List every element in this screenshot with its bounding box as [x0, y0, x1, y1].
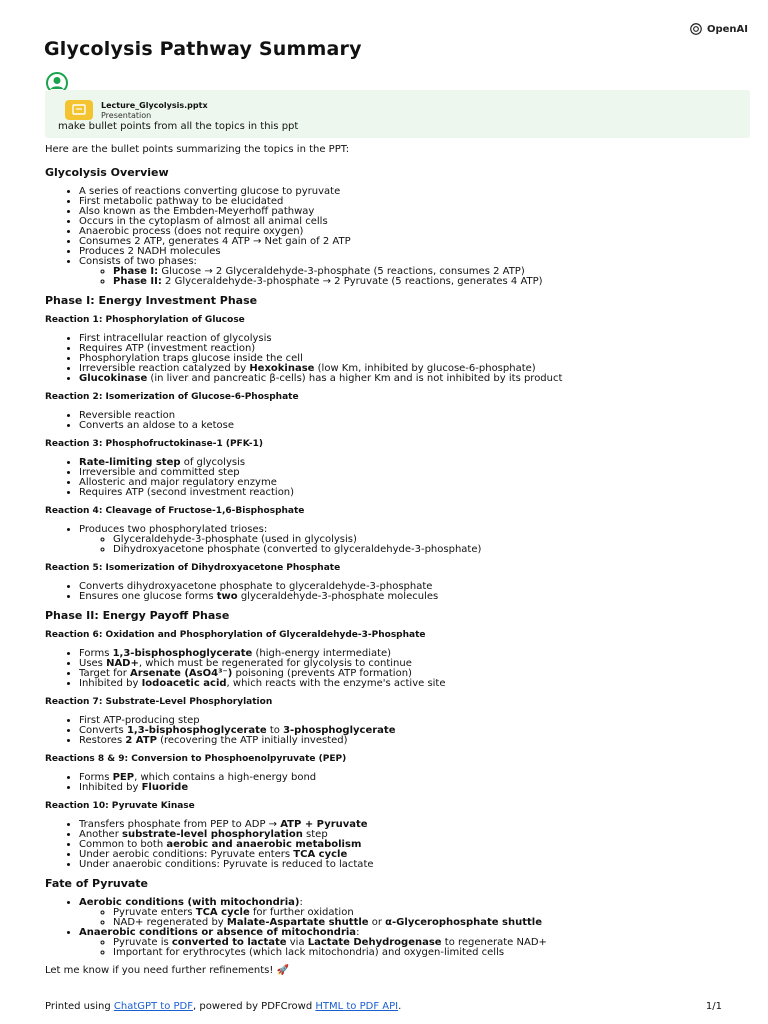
bullet-text: Common to both: [79, 839, 167, 850]
reaction-heading: Reaction 3: Phosphofructokinase-1 (PFK-1): [45, 439, 264, 449]
sub-bullet-list: [79, 267, 745, 287]
response-closing: Let me know if you need further refinements! 🚀: [45, 965, 290, 976]
reaction-heading: Reaction 1: Phosphorylation of Glucose: [45, 315, 245, 325]
bullet-bold-text: 1,3-bisphosphoglycerate: [112, 648, 253, 659]
bullet-text: Phosphorylation traps glucose inside the cell: [79, 353, 303, 364]
bullet-text: Forms: [79, 648, 113, 659]
page-title: Glycolysis Pathway Summary: [44, 38, 362, 60]
bullet-bold-text: Fluoride: [141, 782, 189, 793]
bullet-text: First ATP-producing step: [79, 715, 200, 726]
bullet-item: [79, 257, 745, 287]
print-footer: [45, 1001, 725, 1012]
bullet-text: Converts an aldose to a ketose: [79, 420, 234, 431]
reaction-heading: Reaction 5: Isomerization of Dihydroxyacetone Phosphate: [45, 563, 341, 573]
footer-middle: , powered by PDFCrowd: [193, 1001, 316, 1012]
bullet-item: [79, 374, 745, 384]
bullet-text: to regenerate NAD+: [441, 937, 547, 948]
bullet-text: , which reacts with the enzyme's active site: [226, 678, 446, 689]
bullet-text: for further oxidation: [249, 907, 354, 918]
bullet-bold-text: 3-phosphoglycerate: [283, 725, 396, 736]
bullet-list: [45, 525, 745, 555]
bullet-item: [79, 421, 745, 431]
sub-bullet-item: [113, 277, 745, 287]
bullet-bold-text: Hexokinase: [249, 363, 315, 374]
bullet-bold-text: Phase II:: [113, 276, 162, 287]
assistant-response: [45, 145, 745, 986]
bullet-text: 2 Glyceraldehyde-3-phosphate → 2 Pyruvate (5 reactions, generates 4 ATP): [161, 276, 543, 287]
bullet-text: Forms: [79, 772, 113, 783]
bullet-text: Converts dihydroxyacetone phosphate to glyceraldehyde-3-phosphate: [79, 581, 433, 592]
bullet-list: [45, 898, 745, 958]
sub-bullet-item: [113, 948, 745, 958]
html-to-pdf-api-link[interactable]: HTML to PDF API: [315, 1001, 399, 1012]
reaction-heading: Reactions 8 & 9: Conversion to Phosphoenolpyruvate (PEP): [45, 754, 347, 764]
bullet-list: [45, 458, 745, 498]
bullet-text: Under anaerobic conditions: Pyruvate is reduced to lactate: [79, 859, 374, 870]
bullet-bold-text: two: [216, 591, 238, 602]
bullet-list: [45, 334, 745, 384]
bullet-item: [79, 783, 745, 793]
bullet-bold-text: Malate-Aspartate shuttle: [226, 917, 369, 928]
bullet-bold-text: aerobic and anaerobic metabolism: [166, 839, 362, 850]
bullet-text: Reversible reaction: [79, 410, 176, 421]
bullet-text: Irreversible and committed step: [79, 467, 240, 478]
bullet-text: Produces two phosphorylated trioses:: [79, 524, 268, 535]
bullet-bold-text: Arsenate (AsO4³⁻): [130, 668, 233, 679]
bullet-bold-text: Glucokinase: [79, 373, 148, 384]
bullet-text: Converts: [79, 725, 127, 736]
bullet-text: Inhibited by: [79, 678, 142, 689]
reaction-heading: Reaction 6: Oxidation and Phosphorylation of Glyceraldehyde-3-Phosphate: [45, 630, 426, 640]
bullet-list: [45, 773, 745, 793]
bullet-text: Dihydroxyacetone phosphate (converted to glyceraldehyde-3-phosphate): [113, 544, 482, 555]
bullet-text: Occurs in the cytoplasm of almost all animal cells: [79, 216, 328, 227]
bullet-text: Glyceraldehyde-3-phosphate (used in glycolysis): [113, 534, 357, 545]
bullet-text: to: [266, 725, 284, 736]
section-heading: Phase II: Energy Payoff Phase: [45, 609, 230, 622]
section-heading: Glycolysis Overview: [45, 166, 169, 179]
bullet-text: Ensures one glucose forms: [79, 591, 217, 602]
bullet-text: Glucose → 2 Glyceraldehyde-3-phosphate (5 reactions, consumes 2 ATP): [158, 266, 525, 277]
reaction-heading: Reaction 4: Cleavage of Fructose-1,6-Bisphosphate: [45, 506, 305, 516]
reaction-heading: Reaction 2: Isomerization of Glucose-6-Phosphate: [45, 392, 299, 402]
bullet-item: [79, 860, 745, 870]
bullet-text: Under aerobic conditions: Pyruvate enters: [79, 849, 294, 860]
section-heading: Phase I: Energy Investment Phase: [45, 294, 258, 307]
bullet-text: Target for: [79, 668, 131, 679]
bullet-text: Produces 2 NADH molecules: [79, 246, 221, 257]
bullet-bold-text: PEP: [112, 772, 135, 783]
sub-bullet-item: [113, 545, 745, 555]
bullet-item: [79, 525, 745, 555]
bullet-text: Transfers phosphate from PEP to ADP →: [79, 819, 281, 830]
bullet-bold-text: TCA cycle: [195, 907, 250, 918]
bullet-text: Another: [79, 829, 122, 840]
bullet-text: Anaerobic process (does not require oxygen): [79, 226, 304, 237]
bullet-bold-text: Aerobic conditions (with mitochondria): [79, 897, 300, 908]
bullet-text: NAD+ regenerated by: [113, 917, 227, 928]
reaction-heading: Reaction 10: Pyruvate Kinase: [45, 801, 195, 811]
section-heading: Fate of Pyruvate: [45, 877, 149, 890]
bullet-text: (low Km, inhibited by glucose-6-phosphate): [314, 363, 536, 374]
bullet-text: :: [299, 897, 303, 908]
bullet-list: [45, 582, 745, 602]
response-sections: [45, 167, 745, 958]
bullet-text: Restores: [79, 735, 126, 746]
bullet-list: [45, 716, 745, 746]
bullet-bold-text: α-Glycerophosphate shuttle: [385, 917, 542, 928]
bullet-item: [79, 898, 745, 928]
bullet-bold-text: ATP + Pyruvate: [280, 819, 368, 830]
bullet-text: Requires ATP (second investment reaction): [79, 487, 295, 498]
response-intro: Here are the bullet points summarizing the topics in the PPT:: [45, 144, 350, 155]
bullet-text: of glycolysis: [180, 457, 246, 468]
brand-name: OpenAI: [706, 23, 748, 35]
bullet-text: (recovering the ATP initially invested): [156, 735, 348, 746]
bullet-text: First intracellular reaction of glycolysis: [79, 333, 272, 344]
bullet-list: [45, 649, 745, 689]
attachment-type: Presentation: [101, 110, 152, 120]
bullet-bold-text: TCA cycle: [293, 849, 348, 860]
bullet-bold-text: substrate-level phosphorylation: [122, 829, 303, 840]
bullet-text: or: [368, 917, 386, 928]
bullet-text: Uses: [79, 658, 107, 669]
bullet-text: Inhibited by: [79, 782, 142, 793]
bullet-text: First metabolic pathway to be elucidated: [79, 196, 284, 207]
user-prompt: make bullet points from all the topics in this ppt: [58, 121, 299, 132]
bullet-bold-text: 1,3-bisphosphoglycerate: [126, 725, 267, 736]
bullet-text: (in liver and pancreatic β-cells) has a higher Km and is not inhibited by its product: [147, 373, 563, 384]
bullet-text: , which must be regenerated for glycolysis to continue: [138, 658, 412, 669]
presentation-file-icon: [65, 100, 93, 120]
bullet-text: Consists of two phases:: [79, 256, 197, 267]
bullet-item: [79, 592, 745, 602]
bullet-bold-text: NAD+: [106, 658, 139, 669]
bullet-text: :: [356, 927, 360, 938]
footer-suffix: .: [398, 1001, 402, 1012]
openai-brand: [689, 22, 748, 36]
attachment-chip[interactable]: [65, 100, 208, 120]
bullet-text: Allosteric and major regulatory enzyme: [79, 477, 277, 488]
bullet-list: [45, 411, 745, 431]
bullet-text: Pyruvate enters: [113, 907, 196, 918]
bullet-text: (high-energy intermediate): [252, 648, 392, 659]
bullet-bold-text: Rate-limiting step: [79, 457, 181, 468]
chatgpt-to-pdf-link[interactable]: ChatGPT to PDF: [113, 1001, 194, 1012]
bullet-text: A series of reactions converting glucose to pyruvate: [79, 186, 341, 197]
bullet-item: [79, 679, 745, 689]
bullet-text: Pyruvate is: [113, 937, 172, 948]
bullet-list: [45, 820, 745, 870]
openai-logo-icon: [689, 22, 703, 36]
bullet-text: Also known as the Embden-Meyerhoff pathway: [79, 206, 315, 217]
bullet-text: Requires ATP (investment reaction): [79, 343, 256, 354]
bullet-bold-text: Anaerobic conditions or absence of mitochondria: [79, 927, 357, 938]
bullet-bold-text: 2 ATP: [125, 735, 157, 746]
sub-bullet-list: [79, 535, 745, 555]
bullet-text: Consumes 2 ATP, generates 4 ATP → Net gain of 2 ATP: [79, 236, 351, 247]
sub-bullet-list: [79, 908, 745, 928]
user-message: [45, 90, 750, 138]
bullet-text: glyceraldehyde-3-phosphate molecules: [237, 591, 439, 602]
bullet-text: , which contains a high-energy bond: [134, 772, 317, 783]
bullet-bold-text: converted to lactate: [171, 937, 287, 948]
bullet-item: [79, 928, 745, 958]
bullet-item: [79, 736, 745, 746]
sub-bullet-list: [79, 938, 745, 958]
footer-prefix: Printed using: [45, 1001, 114, 1012]
bullet-item: [79, 488, 745, 498]
bullet-bold-text: Iodoacetic acid: [141, 678, 227, 689]
bullet-text: Important for erythrocytes (which lack mitochondria) and oxygen-limited cells: [113, 947, 505, 958]
bullet-text: poisoning (prevents ATP formation): [232, 668, 412, 679]
bullet-text: Irreversible reaction catalyzed by: [79, 363, 250, 374]
bullet-text: via: [286, 937, 308, 948]
bullet-text: step: [302, 829, 328, 840]
page-number: 1/1: [705, 1001, 722, 1012]
attachment-name: Lecture_Glycolysis.pptx: [101, 100, 208, 110]
reaction-heading: Reaction 7: Substrate-Level Phosphorylation: [45, 697, 273, 707]
bullet-bold-text: Lactate Dehydrogenase: [307, 937, 442, 948]
bullet-bold-text: Phase I:: [113, 266, 159, 277]
bullet-list: [45, 187, 745, 287]
